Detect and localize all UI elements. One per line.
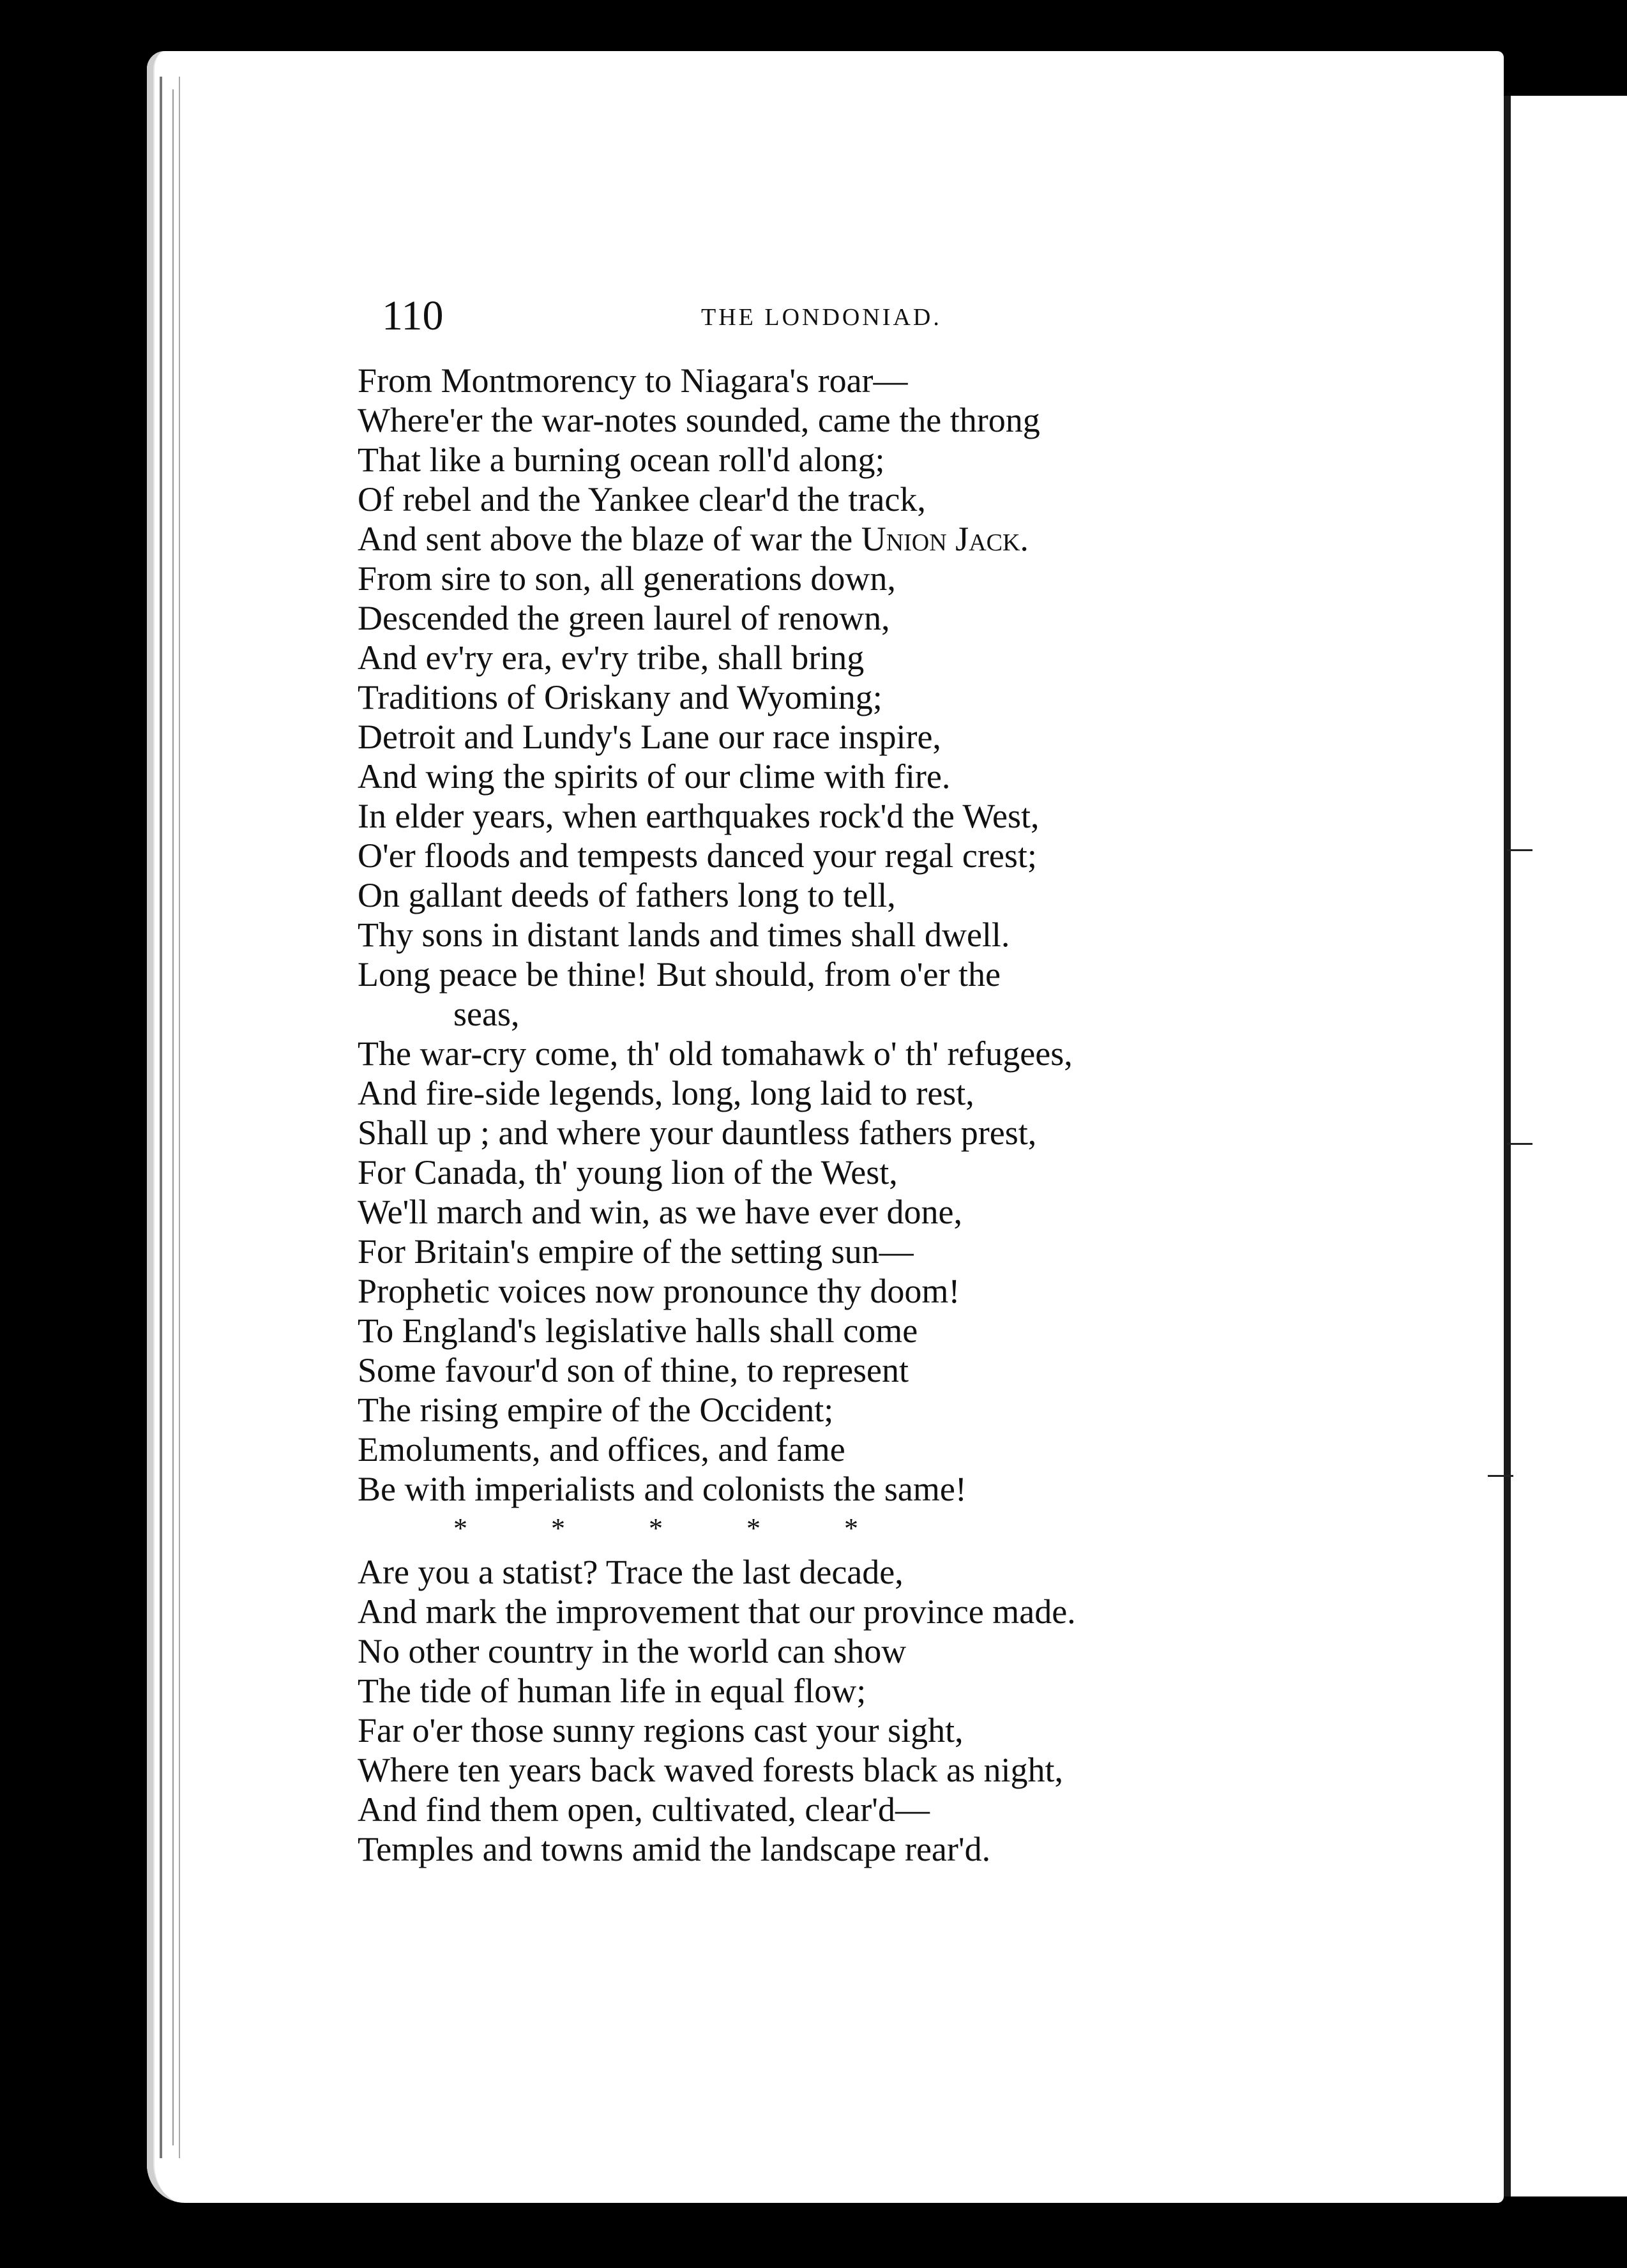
page-edge-inner bbox=[172, 89, 180, 2145]
verse-line: Of rebel and the Yankee clear'd the track, bbox=[358, 480, 926, 518]
verse-line: And find them open, cultivated, clear'd— bbox=[358, 1790, 930, 1829]
verse-line: From Montmorency to Niagara's roar— bbox=[358, 361, 908, 400]
verse-line: And fire-side legends, long, long laid to rest, bbox=[358, 1074, 974, 1112]
binding-thread-mark bbox=[1507, 849, 1532, 851]
verse-line: And wing the spirits of our clime with fire. bbox=[358, 757, 951, 796]
verse-line: Where ten years back waved forests black as night, bbox=[358, 1751, 1064, 1789]
poem-text bbox=[358, 361, 1296, 1869]
binding-thread-mark bbox=[1488, 1475, 1513, 1477]
verse-line: Shall up ; and where your dauntless fathers prest, bbox=[358, 1114, 1037, 1152]
verse-line: For Canada, th' young lion of the West, bbox=[358, 1153, 898, 1191]
verse-line: Far o'er those sunny regions cast your sight, bbox=[358, 1711, 964, 1750]
verse-line: To England's legislative halls shall come bbox=[358, 1312, 918, 1350]
verse-line: Thy sons in distant lands and times shall dwell. bbox=[358, 916, 1010, 954]
verse-line: Where'er the war-notes sounded, came the throng bbox=[358, 401, 1040, 439]
verse-line-continuation: seas, bbox=[453, 995, 520, 1033]
verse-line bbox=[358, 519, 1296, 559]
verse-line: No other country in the world can show bbox=[358, 1632, 907, 1670]
verse-line: Traditions of Oriskany and Wyoming; bbox=[358, 678, 882, 716]
verse-line: Prophetic voices now pronounce thy doom! bbox=[358, 1272, 960, 1310]
verse-line-text: And sent above the blaze of war the bbox=[358, 520, 861, 558]
verse-line: Some favour'd son of thine, to represent bbox=[358, 1351, 909, 1389]
verse-line: For Britain's empire of the setting sun— bbox=[358, 1232, 914, 1271]
verse-line: Long peace be thine! But should, from o'er the bbox=[358, 955, 1001, 994]
verse-line: The tide of human life in equal flow; bbox=[358, 1672, 866, 1710]
verse-line: Descended the green laurel of renown, bbox=[358, 599, 890, 637]
verse-line: Be with imperialists and colonists the same! bbox=[358, 1470, 967, 1508]
section-separator: * * * * * bbox=[453, 1513, 858, 1544]
binding-thread-mark bbox=[1507, 1143, 1532, 1145]
verse-line: From sire to son, all generations down, bbox=[358, 559, 896, 598]
verse-line: On gallant deeds of fathers long to tell, bbox=[358, 876, 896, 914]
verse-line: That like a burning ocean roll'd along; bbox=[358, 441, 885, 479]
page-header bbox=[382, 291, 1020, 342]
verse-line: The war-cry come, th' old tomahawk o' th' refugees, bbox=[358, 1034, 1073, 1073]
verse-line: Emoluments, and offices, and fame bbox=[358, 1430, 845, 1469]
verse-line: O'er floods and tempests danced your regal crest; bbox=[358, 836, 1037, 875]
verse-line: Detroit and Lundy's Lane our race inspire, bbox=[358, 718, 941, 756]
verse-line: In elder years, when earthquakes rock'd the West, bbox=[358, 797, 1040, 835]
verse-line: Are you a statist? Trace the last decade, bbox=[358, 1553, 904, 1591]
verse-line: And ev'ry era, ev'ry tribe, shall bring bbox=[358, 639, 865, 677]
verse-line: Temples and towns amid the landscape rear'd. bbox=[358, 1830, 991, 1868]
verse-line: We'll march and win, as we have ever done, bbox=[358, 1193, 963, 1231]
binding-strip bbox=[1494, 96, 1627, 2196]
union-jack-text: Union Jack. bbox=[861, 520, 1029, 558]
page-number: 110 bbox=[382, 292, 444, 339]
verse-line: The rising empire of the Occident; bbox=[358, 1391, 834, 1429]
running-title: THE LONDONIAD. bbox=[701, 304, 942, 331]
verse-line: And mark the improvement that our province made. bbox=[358, 1592, 1076, 1631]
